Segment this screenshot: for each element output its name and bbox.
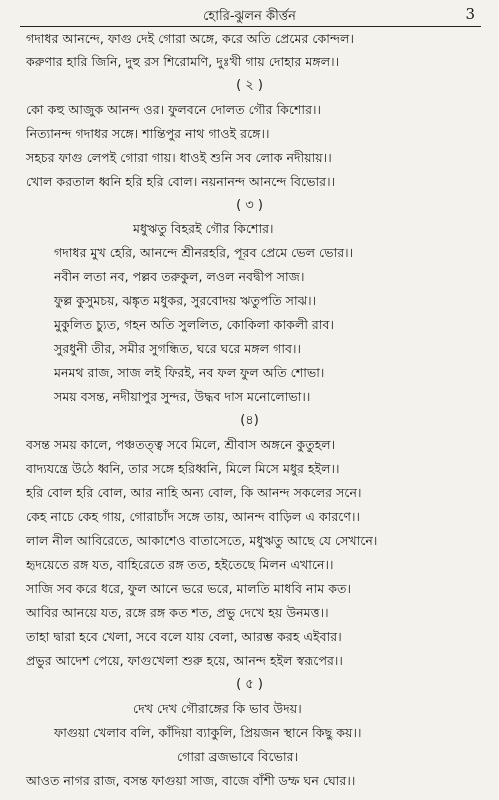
verse-line: প্রভুর আদেশ পেয়ে, ফাগুখেলা শুরু হয়ে, আনন্দ হইল স্বরূপের।। [26,653,343,668]
section-number: (৪) [240,413,259,428]
verse-line: গদাধর আনন্দে, ফাগু দেই গোরা অঙ্গে, করে অতি প্রেমের কোন্দল। [26,31,354,46]
section-number: ( ৩ ) [236,198,263,213]
verse-line: সুরধুনী তীর, সমীর সুগন্ধিত, ঘরে ঘরে মঙ্গল গাব।। [54,341,302,356]
verse-line: লাল নীল আবিরেতে, আকাশেও বাতাসেতে, মধুঋতু আছে যে সেখানে। [26,533,378,548]
verse-line: গোরা ব্রজভাবে বিভোর। [177,749,299,764]
verse-line: নিত্যানন্দ গদাধর সঙ্গে। শান্তিপুর নাথ গাওই রঙ্গে।। [26,126,270,141]
verse-line: হৃদয়েতে রঙ্গ যত, বাহিরেতে রঙ্গ তত, হইতেছে মিলন এখানে।। [26,557,334,572]
verse-line: বসন্ত সময় কালে, পঞ্চতত্ত্ব সবে মিলে, শ্রীবাস অঙ্গনে কুতুহল। [26,437,336,452]
page-number: 3 [465,5,475,23]
verse-line: সাজি সব করে ধরে, ফুল আনে ভরে ভরে, মালতি মাধবি নাম কত। [26,581,351,596]
running-title: হোরি-ঝুলন কীর্ত্তন [203,9,296,24]
verse-line: ফাগুয়া খেলাব বলি, কাঁদিয়া ব্যাকুলি, প্রিয়জন স্থানে কিছু কয়।। [54,725,362,740]
verse-line: দেখ দেখ গৌরাঙ্গের কি ভাব উদয়। [133,701,302,716]
verse-line: বাদ্যযন্ত্রে উঠে ধ্বনি, তার সঙ্গে হরিধ্বনি, মিলে মিসে মধুর হইল।। [26,461,340,476]
verse-line: মনমথ রাজ, সাজ লই ফিরই, নব ফল ফুল অতি শোভা। [54,365,325,380]
verse-line: সময় বসন্ত, নদীয়াপুর সুন্দর, উদ্ধব দাস মনোলোভা।। [54,389,311,404]
verse-line: মধুঋতু বিহরই গৌর কিশোর। [133,221,274,236]
verse-line: কেহ নাচে কেহ গায়, গোরাচাঁদ সঙ্গে তায়, আনন্দ বাড়িল এ কারণে।। [26,509,360,524]
section-number: ( ৫ ) [236,677,263,692]
verse-line: গদাধর মুখ হেরি, আনন্দে শ্রীনরহরি, পূরব প্রেমে ভেল ভোর।। [54,245,354,260]
page-header [0,4,499,28]
section-number: ( ২ ) [236,78,263,93]
verse-line: খোল করতাল ধ্বনি হরি হরি বোল। নয়নানন্দ আনন্দে বিভোর।। [26,174,336,189]
verse-line: মুকুলিত চ্যুত, গহন অতি সুললিত, কোকিলা কাকলী রাব। [54,317,335,332]
verse-line: করুণার হারি জিনি, দুহু রস শিরোমণি, দুঃখী গায় দোহার মঙ্গল।। [26,54,340,69]
verse-line: সহচর ফাগু লেপই গোরা গায়। ধাওই শুনি সব লোক নদীয়ায়।। [26,150,332,165]
verse-line: ফুল্ল কুসুমচয়, ঝঙ্কৃত মধুকর, সুরবোদয় ঋতুপতি সাঝ।। [54,293,317,308]
header-rule [20,26,481,27]
verse-line: নবীন লতা নব, পল্লব তরুকুল, লওল নবদ্বীপ সাজ। [54,269,305,284]
verse-line: আবির আনয়ে যত, রঙ্গে রঙ্গ কত শত, প্রভু দেখে হয় উনমত্ত।। [26,605,329,620]
verse-line: কো কহু আজুক আনন্দ ওর। ফুলবনে দোলত গৌর কিশোর।। [26,102,322,117]
verse-line: আওত নাগর রাজ, বসন্ত ফাগুয়া সাজ, বাজে বাঁশী ডম্ফ ঘন ঘোর।। [26,773,356,788]
verse-line: হরি বোল হরি বোল, আর নাহি অন্য বোল, কি আনন্দ সকলের সনে। [26,485,362,500]
verse-line: তাহা দ্বারা হবে খেলা, সবে বলে যায় বেলা, আরম্ভ করহ এইবার। [26,629,342,644]
